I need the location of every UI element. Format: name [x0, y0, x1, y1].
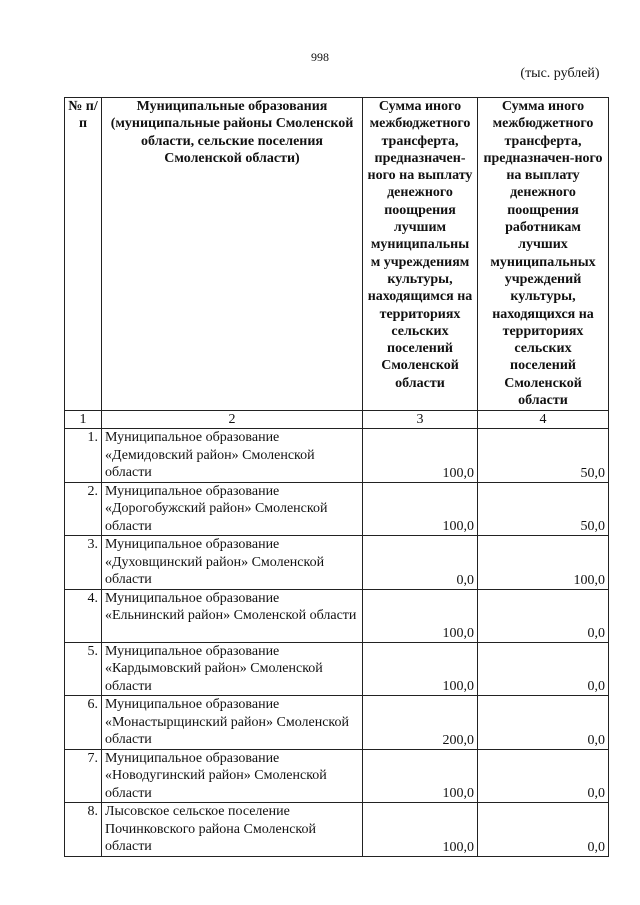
- transfer-table: [64, 97, 609, 857]
- workers-amount: 50,0: [478, 429, 609, 483]
- table-row: [65, 642, 609, 696]
- workers-amount: 0,0: [478, 749, 609, 803]
- row-index: 1.: [65, 429, 102, 483]
- table-row: [65, 482, 609, 536]
- municipality-name: Муниципальное образование «Кардымовский район» Смоленской области: [102, 642, 363, 696]
- page-number: 998: [311, 50, 329, 64]
- institutions-amount: 100,0: [363, 589, 478, 642]
- municipality-name: Муниципальное образование «Монастырщинский район» Смоленской области: [102, 696, 363, 750]
- column-number: 1: [65, 411, 102, 429]
- header-transfer-institutions: Сумма иного межбюджетного трансферта, предназначен-ного на выплату денежного поощрения лучшим муниципальны м учреждениям культуры, находящимся на территориях сельских поселений Смоленской области: [363, 98, 478, 411]
- row-index: 3.: [65, 536, 102, 590]
- column-number-row: [65, 411, 609, 429]
- column-number: 2: [102, 411, 363, 429]
- institutions-amount: 0,0: [363, 536, 478, 590]
- municipality-name: Лысовское сельское поселение Починковского района Смоленской области: [102, 803, 363, 857]
- municipality-name: Муниципальное образование «Демидовский район» Смоленской области: [102, 429, 363, 483]
- header-row: [65, 98, 609, 411]
- row-index: 4.: [65, 589, 102, 642]
- workers-amount: 0,0: [478, 642, 609, 696]
- institutions-amount: 100,0: [363, 749, 478, 803]
- row-index: 2.: [65, 482, 102, 536]
- header-index: № п/п: [65, 98, 102, 411]
- institutions-amount: 100,0: [363, 642, 478, 696]
- workers-amount: 0,0: [478, 803, 609, 857]
- row-index: 5.: [65, 642, 102, 696]
- row-index: 7.: [65, 749, 102, 803]
- institutions-amount: 100,0: [363, 482, 478, 536]
- institutions-amount: 100,0: [363, 803, 478, 857]
- row-index: 8.: [65, 803, 102, 857]
- workers-amount: 50,0: [478, 482, 609, 536]
- municipality-name: Муниципальное образование «Новодугинский район» Смоленской области: [102, 749, 363, 803]
- header-transfer-workers: Сумма иного межбюджетного трансферта, предназначен-ного на выплату денежного поощрения работникам лучших муниципальных учреждений культуры, находящихся на территориях сельских поселений Смоленской области: [478, 98, 609, 411]
- municipality-name: Муниципальное образование «Ельнинский район» Смоленской области: [102, 589, 363, 642]
- column-number: 3: [363, 411, 478, 429]
- header-municipality: Муниципальные образования (муниципальные районы Смоленской области, сельские поселения Смоленской области): [102, 98, 363, 411]
- units-label: (тыс. рублей): [520, 66, 600, 81]
- table-row: [65, 749, 609, 803]
- table-row: [65, 536, 609, 590]
- workers-amount: 100,0: [478, 536, 609, 590]
- column-number: 4: [478, 411, 609, 429]
- workers-amount: 0,0: [478, 589, 609, 642]
- institutions-amount: 100,0: [363, 429, 478, 483]
- table-row: [65, 429, 609, 483]
- municipality-name: Муниципальное образование «Дорогобужский район» Смоленской области: [102, 482, 363, 536]
- workers-amount: 0,0: [478, 696, 609, 750]
- table-row: [65, 589, 609, 642]
- row-index: 6.: [65, 696, 102, 750]
- municipality-name: Муниципальное образование «Духовщинский район» Смоленской области: [102, 536, 363, 590]
- table-row: [65, 803, 609, 857]
- table-row: [65, 696, 609, 750]
- institutions-amount: 200,0: [363, 696, 478, 750]
